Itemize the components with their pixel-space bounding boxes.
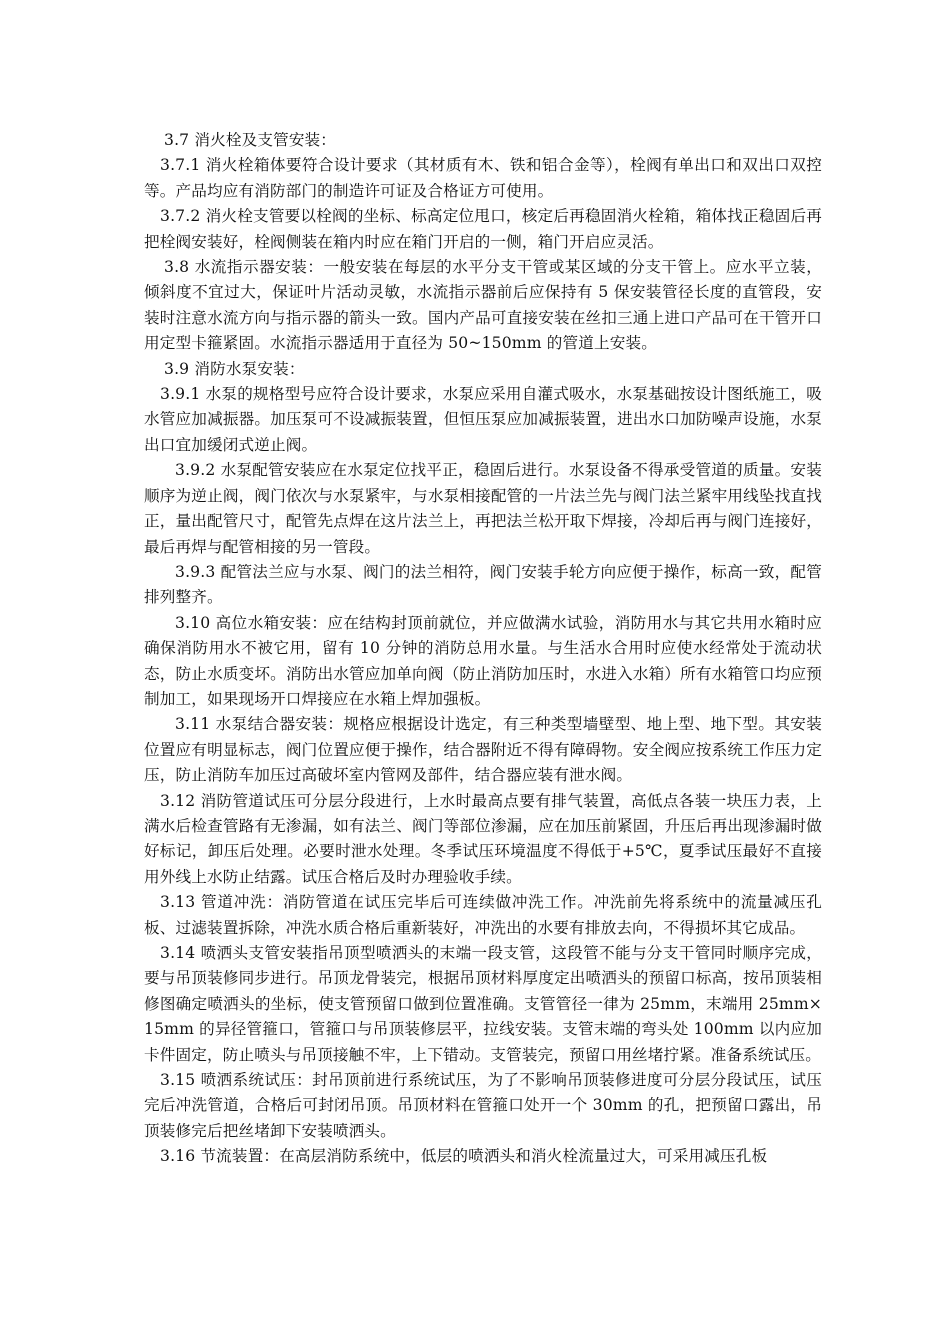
- paragraph-3-8: 3.8 水流指示器安装：一般安装在每层的水平分支干管或某区域的分支干管上。应水平立装，倾斜度不宜过大，保证叶片活动灵敏，水流指示器前后应保持有 5 保安装管径长度的直管段，安装时注意水流方向与指示器的箭头一致。国内产品可直接安装在丝扣三通上进口产品可在干管开口用定型卡箍紧固。水流指示器适用于直径为 50~150mm 的管道上安装。: [144, 258, 822, 353]
- paragraph-3-7-1: 3.7.1 消火栓箱体要符合设计要求（其材质有木、铁和铝合金等），栓阀有单出口和双出口双控等。产品均应有消防部门的制造许可证及合格证方可使用。: [144, 156, 822, 200]
- paragraph-3-10: 3.10 高位水箱安装：应在结构封顶前就位，并应做满水试验，消防用水与其它共用水箱时应确保消防用水不被它用，留有 10 分钟的消防总用水量。与生活水合用时应使水经常处于流动状态，防止水质变坏。消防出水管应加单向阀（防止消防加压时，水进入水箱）所有水箱管口均应预制加工，如果现场开口焊接应在水箱上焊加强板。: [144, 613, 822, 708]
- paragraph-3-13: 3.13 管道冲洗：消防管道在试压完毕后可连续做冲洗工作。冲洗前先将系统中的流量减压孔板、过滤装置拆除，冲洗水质合格后重新装好，冲洗出的水要有排放去向，不得损坏其它成品。: [144, 893, 822, 937]
- paragraph-3-15: 3.15 喷洒系统试压：封吊顶前进行系统试压，为了不影响吊顶装修进度可分层分段试压，试压完后冲洗管道，合格后可封闭吊顶。吊顶材料在管箍口处开一个 30mm 的孔，把预留口露出，吊顶装修完后把丝堵卸下安装喷洒头。: [144, 1071, 822, 1140]
- paragraph-3-9-1: 3.9.1 水泵的规格型号应符合设计要求，水泵应采用自灌式吸水，水泵基础按设计图纸施工，吸水管应加减振器。加压泵可不设减振装置，但恒压泵应加减振装置，进出水口加防噪声设施，水泵出口宜加缓闭式逆止阀。: [144, 385, 822, 454]
- paragraph-3-11: 3.11 水泵结合器安装：规格应根据设计选定，有三种类型墙壁型、地上型、地下型。其安装位置应有明显标志，阀门位置应便于操作，结合器附近不得有障碍物。安全阀应按系统工作压力定压，防止消防车加压过高破坏室内管网及部件，结合器应装有泄水阀。: [144, 715, 822, 785]
- document-body: [144, 128, 822, 1170]
- paragraph-3-9-3: 3.9.3 配管法兰应与水泵、阀门的法兰相符，阀门安装手轮方向应便于操作，标高一致，配管排列整齐。: [144, 562, 822, 607]
- paragraph-3-7: 3.7 消火栓及支管安装：: [164, 131, 337, 149]
- paragraph-3-16: 3.16 节流装置：在高层消防系统中，低层的喷洒头和消火栓流量过大，可采用减压孔板: [160, 1147, 768, 1166]
- paragraph-3-14: 3.14 喷洒头支管安装指吊顶型喷洒头的末端一段支管，这段管不能与分支干管同时顺序完成，要与吊顶装修同步进行。吊顶龙骨装完，根据吊顶材料厚度定出喷洒头的预留口标高，按吊顶装相修图确定喷洒头的坐标，使支管预留口做到位置准确。支管管径一律为 25mm，末端用 25mm×15mm 的异径管箍口，管箍口与吊顶装修层平，拉线安装。支管末端的弯头处 100mm 以内应加卡件固定，防止喷头与吊顶接触不牢，上下错动。支管装完，预留口用丝堵拧紧。准备系统试压。: [144, 944, 822, 1064]
- paragraph-3-12: 3.12 消防管道试压可分层分段进行，上水时最高点要有排气装置，高低点各装一块压力表，上满水后检查管路有无渗漏，如有法兰、阀门等部位渗漏，应在加压前紧固，升压后再出现渗漏时做好标记，卸压后处理。必要时泄水处理。冬季试压环境温度不得低于+5℃，夏季试压最好不直接用外线上水防止结露。试压合格后及时办理验收手续。: [144, 791, 822, 886]
- paragraph-3-9: 3.9 消防水泵安装：: [164, 359, 305, 378]
- paragraph-3-7-2: 3.7.2 消火栓支管要以栓阀的坐标、标高定位甩口，核定后再稳固消火栓箱，箱体找正稳固后再把栓阀安装好，栓阀侧装在箱内时应在箱门开启的一侧，箱门开启应灵活。: [144, 207, 822, 251]
- paragraph-3-9-2: 3.9.2 水泵配管安装应在水泵定位找平正，稳固后进行。水泵设备不得承受管道的质量。安装顺序为逆止阀，阀门依次与水泵紧牢，与水泵相接配管的一片法兰先与阀门法兰紧牢用线坠找直找正，量出配管尺寸，配管先点焊在这片法兰上，再把法兰松开取下焊接，冷却后再与阀门连接好，最后再焊与配管相接的另一管段。: [144, 461, 822, 556]
